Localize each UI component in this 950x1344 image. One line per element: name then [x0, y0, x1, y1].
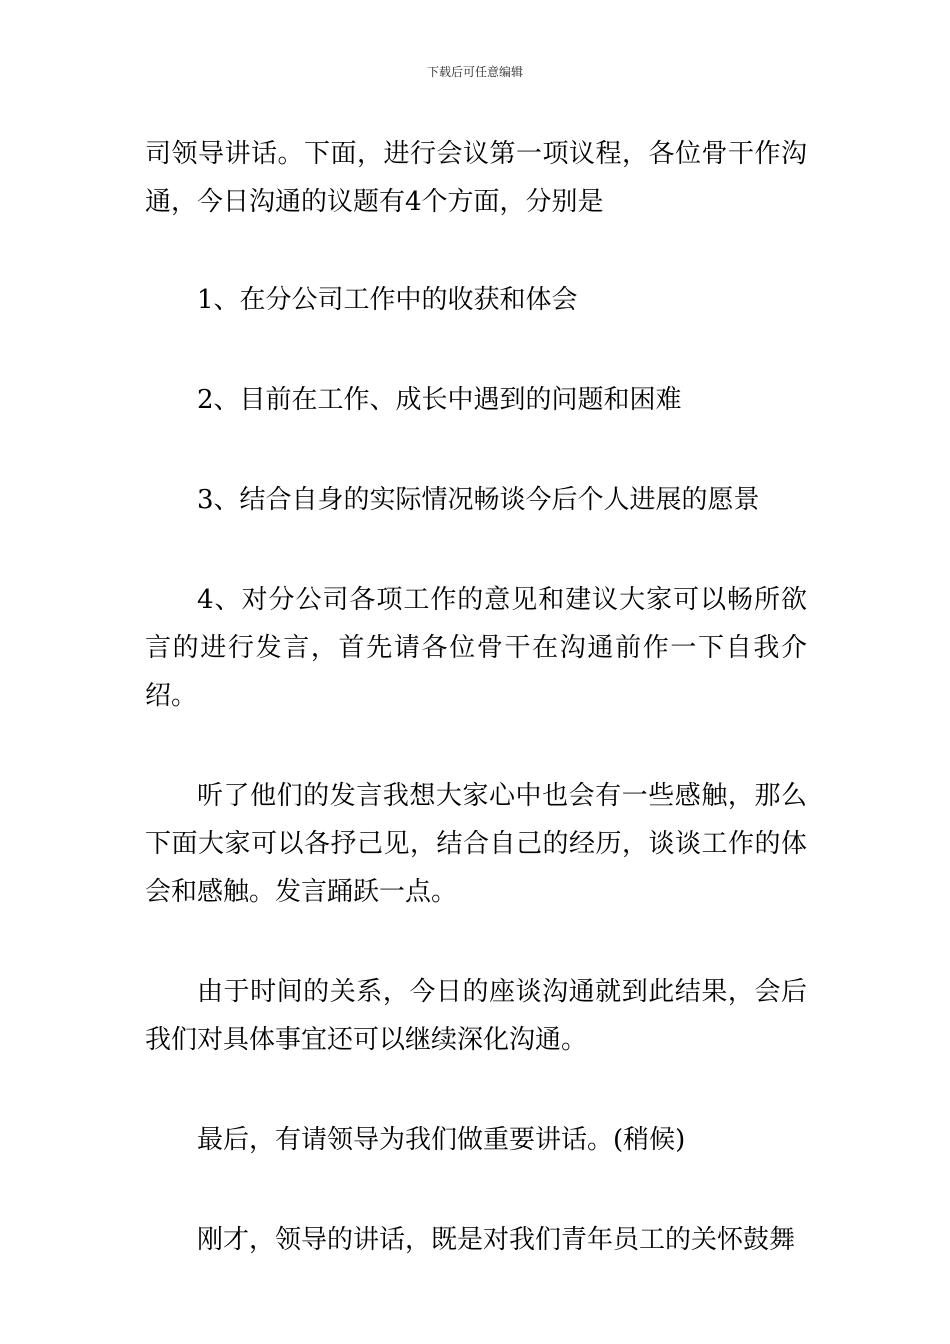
paragraph-intro: 司领导讲话。下面，进行会议第一项议程，各位骨干作沟通，今日沟通的议题有4个方面，分别是	[145, 139, 807, 217]
paragraph-closing: 刚才，领导的讲话，既是对我们青年员工的关怀鼓舞	[197, 1225, 796, 1255]
paragraph-leader-speech: 最后，有请领导为我们做重要讲话。(稍候)	[197, 1125, 686, 1155]
document-body	[145, 130, 807, 1264]
agenda-item-3: 3、结合自身的实际情况畅谈今后个人进展的愿景	[197, 485, 760, 515]
page-header: 下载后可任意编辑	[426, 65, 523, 79]
paragraph-discussion: 听了他们的发言我想大家心中也会有一些感触，那么下面大家可以各抒己见，结合自己的经历，谈谈工作的体会和感触。发言踊跃一点。	[145, 781, 807, 907]
agenda-item-1: 1、在分公司工作中的收获和体会	[197, 285, 578, 315]
agenda-item-4: 4、对分公司各项工作的意见和建议大家可以畅所欲言的进行发言，首先请各位骨干在沟通前作一下自我介绍。	[145, 585, 807, 711]
paragraph-conclusion: 由于时间的关系，今日的座谈沟通就到此结果，会后我们对具体事宜还可以继续深化沟通。	[145, 977, 807, 1055]
agenda-item-2: 2、目前在工作、成长中遇到的问题和困难	[197, 385, 682, 415]
